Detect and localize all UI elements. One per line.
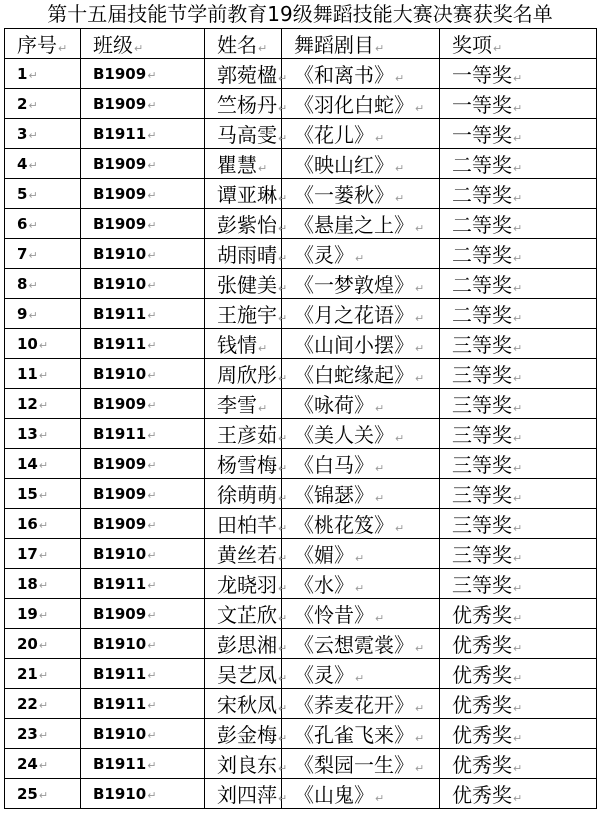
cell-award: 二等奖↵ [440,149,597,179]
header-index: 序号↵ [5,29,81,59]
cell-award: 三等奖↵ [440,479,597,509]
cell-dance: 《一蒌秋》↵ [282,179,440,209]
cell-dance: 《孔雀飞来》↵ [282,719,440,749]
cell-dance: 《白蛇缘起》↵ [282,359,440,389]
cell-award: 三等奖↵ [440,419,597,449]
table-row [5,749,597,779]
cell-index: 5↵ [5,179,81,209]
cell-index: 15↵ [5,479,81,509]
cell-index: 16↵ [5,509,81,539]
table-row [5,359,597,389]
cell-dance: 《白马》↵ [282,449,440,479]
cell-index: 3↵ [5,119,81,149]
cell-class: B1911↵ [81,299,205,329]
cell-dance: 《一梦敦煌》↵ [282,269,440,299]
cell-class: B1909↵ [81,599,205,629]
cell-class: B1909↵ [81,179,205,209]
table-row [5,239,597,269]
table-row [5,779,597,809]
cell-dance: 《梨园一生》↵ [282,749,440,779]
cell-name: 李雪↵ [205,389,282,419]
cell-dance: 《云想霓裳》↵ [282,629,440,659]
cell-award: 三等奖↵ [440,449,597,479]
cell-dance: 《灵》↵ [282,659,440,689]
cell-dance: 《悬崖之上》↵ [282,209,440,239]
cell-class: B1911↵ [81,749,205,779]
cell-class: B1909↵ [81,389,205,419]
table-row [5,389,597,419]
cell-class: B1911↵ [81,689,205,719]
cell-dance: 《桃花笈》↵ [282,509,440,539]
cell-class: B1910↵ [81,629,205,659]
cell-name: 刘四萍↵ [205,779,282,809]
cell-class: B1911↵ [81,119,205,149]
cell-name: 彭金梅↵ [205,719,282,749]
cell-index: 24↵ [5,749,81,779]
page-title: 第十五届技能节学前教育19级舞蹈技能大赛决赛获奖名单 [47,2,553,26]
cell-dance: 《花儿》↵ [282,119,440,149]
cell-index: 1↵ [5,59,81,89]
cell-index: 12↵ [5,389,81,419]
cell-index: 6↵ [5,209,81,239]
table-row [5,659,597,689]
cell-award: 三等奖↵ [440,569,597,599]
cell-name: 宋秋凤↵ [205,689,282,719]
cell-class: B1910↵ [81,359,205,389]
cell-name: 谭亚琳↵ [205,179,282,209]
cell-award: 二等奖↵ [440,209,597,239]
cell-name: 杨雪梅↵ [205,449,282,479]
table-row [5,269,597,299]
cell-name: 周欣彤↵ [205,359,282,389]
table-row [5,569,597,599]
cell-award: 优秀奖↵ [440,719,597,749]
cell-class: B1909↵ [81,449,205,479]
cell-index: 17↵ [5,539,81,569]
table-row [5,539,597,569]
cell-award: 优秀奖↵ [440,779,597,809]
cell-award: 三等奖↵ [440,389,597,419]
cell-class: B1911↵ [81,419,205,449]
cell-award: 三等奖↵ [440,539,597,569]
cell-index: 9↵ [5,299,81,329]
cell-name: 吴艺凤↵ [205,659,282,689]
header-dance: 舞蹈剧目↵ [282,29,440,59]
cell-dance: 《咏荷》↵ [282,389,440,419]
table-row [5,449,597,479]
cell-name: 徐萌萌↵ [205,479,282,509]
cell-dance: 《荞麦花开》↵ [282,689,440,719]
award-table [4,28,597,809]
cell-class: B1909↵ [81,209,205,239]
cell-name: 郭菀楹↵ [205,59,282,89]
cell-dance: 《映山红》↵ [282,149,440,179]
cell-name: 张健美↵ [205,269,282,299]
table-row [5,719,597,749]
cell-award: 优秀奖↵ [440,659,597,689]
cell-dance: 《怜昔》↵ [282,599,440,629]
table-row [5,89,597,119]
cell-name: 刘良东↵ [205,749,282,779]
table-row [5,329,597,359]
cell-award: 优秀奖↵ [440,749,597,779]
table-header-row [5,29,597,59]
cell-name: 竺杨丹↵ [205,89,282,119]
cell-award: 一等奖↵ [440,59,597,89]
cell-index: 21↵ [5,659,81,689]
cell-name: 瞿慧↵ [205,149,282,179]
cell-dance: 《灵》↵ [282,239,440,269]
cell-index: 14↵ [5,449,81,479]
table-row [5,59,597,89]
cell-index: 11↵ [5,359,81,389]
cell-dance: 《羽化白蛇》↵ [282,89,440,119]
cell-award: 二等奖↵ [440,269,597,299]
cell-class: B1909↵ [81,59,205,89]
cell-dance: 《媚》↵ [282,539,440,569]
cell-class: B1909↵ [81,89,205,119]
cell-name: 钱情↵ [205,329,282,359]
cell-index: 2↵ [5,89,81,119]
table-row [5,299,597,329]
cell-class: B1909↵ [81,509,205,539]
cell-award: 二等奖↵ [440,179,597,209]
cell-index: 7↵ [5,239,81,269]
cell-award: 一等奖↵ [440,89,597,119]
cell-class: B1911↵ [81,329,205,359]
cell-name: 彭思湘↵ [205,629,282,659]
table-row [5,509,597,539]
cell-name: 文芷欣↵ [205,599,282,629]
cell-class: B1909↵ [81,479,205,509]
cell-dance: 《水》↵ [282,569,440,599]
cell-class: B1910↵ [81,539,205,569]
cell-index: 13↵ [5,419,81,449]
cell-dance: 《锦瑟》↵ [282,479,440,509]
cell-class: B1909↵ [81,149,205,179]
cell-name: 龙晓羽↵ [205,569,282,599]
cell-index: 19↵ [5,599,81,629]
cell-dance: 《美人关》↵ [282,419,440,449]
header-name: 姓名↵ [205,29,282,59]
table-row [5,689,597,719]
table-row [5,419,597,449]
cell-award: 二等奖↵ [440,299,597,329]
cell-class: B1910↵ [81,269,205,299]
cell-class: B1910↵ [81,779,205,809]
cell-dance: 《月之花语》↵ [282,299,440,329]
cell-name: 黄丝若↵ [205,539,282,569]
cell-dance: 《山鬼》↵ [282,779,440,809]
cell-name: 马高雯↵ [205,119,282,149]
cell-name: 田柏芊↵ [205,509,282,539]
cell-class: B1910↵ [81,719,205,749]
cell-name: 彭紫怡↵ [205,209,282,239]
cell-index: 23↵ [5,719,81,749]
cell-index: 8↵ [5,269,81,299]
cell-dance: 《山间小摆》↵ [282,329,440,359]
cell-index: 22↵ [5,689,81,719]
cell-index: 18↵ [5,569,81,599]
cell-index: 20↵ [5,629,81,659]
cell-award: 三等奖↵ [440,329,597,359]
cell-award: 三等奖↵ [440,509,597,539]
cell-index: 4↵ [5,149,81,179]
cell-class: B1911↵ [81,659,205,689]
header-award: 奖项↵ [440,29,597,59]
cell-award: 一等奖↵ [440,119,597,149]
cell-name: 胡雨晴↵ [205,239,282,269]
cell-award: 二等奖↵ [440,239,597,269]
cell-award: 优秀奖↵ [440,599,597,629]
table-row [5,629,597,659]
cell-dance: 《和离书》↵ [282,59,440,89]
cell-index: 25↵ [5,779,81,809]
table-row [5,179,597,209]
cell-name: 王施宇↵ [205,299,282,329]
table-row [5,209,597,239]
cell-index: 10↵ [5,329,81,359]
cell-class: B1910↵ [81,239,205,269]
cell-award: 优秀奖↵ [440,689,597,719]
table-row [5,119,597,149]
cell-award: 三等奖↵ [440,359,597,389]
cell-class: B1911↵ [81,569,205,599]
table-row [5,149,597,179]
cell-name: 王彦茹↵ [205,419,282,449]
table-row [5,479,597,509]
table-row [5,599,597,629]
header-class: 班级↵ [81,29,205,59]
cell-award: 优秀奖↵ [440,629,597,659]
